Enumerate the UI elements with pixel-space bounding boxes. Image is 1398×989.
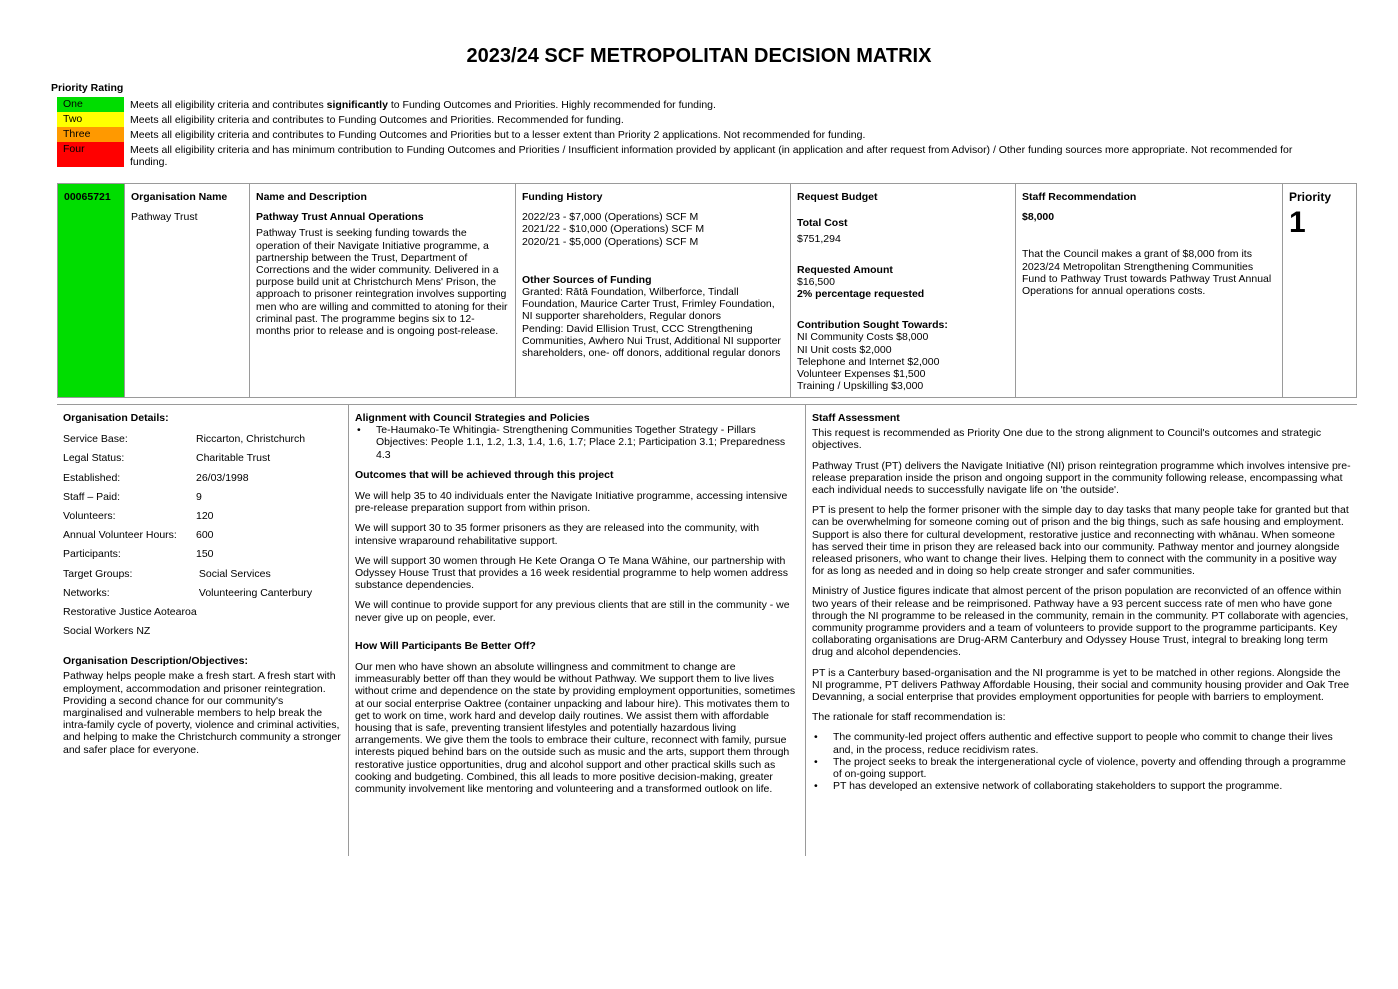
contribution-item: Training / Upskilling $3,000 bbox=[797, 380, 924, 393]
assessment-paragraph: PT is present to help the former prisoner with the simple day to day tasks that many people take for granted but that can be overwhelming for someone coming out of prison and the big things, such as safe housing and employment. Support is also there for cultural development, restorative justice and reconnecting with whānau. When someone has served their time in prison they are released back into our community. Pathway mentor and journey alongside released prisoners, who want to change their lives. Helping them to connect with the community in a positive way for as long as needed and in doing so help create stronger and safer communities. bbox=[812, 504, 1349, 578]
staff-assessment-column bbox=[806, 405, 1357, 856]
contribution-item: Volunteer Expenses $1,500 bbox=[797, 368, 926, 381]
funding-history-item: 2022/23 - $7,000 (Operations) SCF M bbox=[522, 211, 699, 224]
priority-value: 1 bbox=[1289, 206, 1306, 240]
funding-history-item: 2021/22 - $10,000 (Operations) SCF M bbox=[522, 223, 705, 236]
network-item: Restorative Justice Aotearoa bbox=[63, 605, 197, 618]
assessment-paragraph: The rationale for staff recommendation is: bbox=[812, 711, 1006, 724]
request-budget-header: Request Budget bbox=[797, 191, 878, 203]
assessment-paragraph: This request is recommended as Priority One due to the strong alignment to Council's outcomes and strategic objectives. bbox=[812, 427, 1322, 452]
detail-row: Networks: Volunteering Canterbury bbox=[63, 586, 313, 599]
outcome-item: We will help 35 to 40 individuals enter the Navigate Initiative programme, accessing intensive pre-release preparation support from within prison. bbox=[355, 490, 788, 515]
total-cost-label: Total Cost bbox=[797, 217, 848, 230]
detail-row: Legal Status: Charitable Trust bbox=[63, 452, 271, 465]
alignment-bullet: • Te-Haumako-Te Whitingia- Strengthening Communities Together Strategy - Pillars Objectives: People 1.1, 1.2, 1.3, 1.4, 1.6, 1.7; Place 2.1; Participation 3.1; Preparedness 4.3 bbox=[357, 424, 786, 461]
outcome-item: We will continue to provide support for any previous clients that are still in the community - we never give up on people, ever. bbox=[355, 599, 790, 624]
detail-row: Volunteers: 120 bbox=[63, 509, 214, 522]
priority-desc-one: Meets all eligibility criteria and contributes significantly to Funding Outcomes and Priorities. Highly recommended for funding. bbox=[130, 99, 716, 111]
application-id: 00065721 bbox=[58, 184, 125, 397]
organisation-name: Pathway Trust bbox=[131, 211, 198, 224]
alignment-header: Alignment with Council Strategies and Policies bbox=[355, 412, 590, 424]
project-description: Pathway Trust is seeking funding towards the operation of their Navigate Initiative programme, a partnership between the Trust, Department of Corrections and the wider community. Delivered in a purpose build unit at Christchurch Mens' Prison, the approach to prisoner reintegration involves supporting men who are willing and committed to atoning for their criminal past. The programme begins six to 12-months prior to release and is ongoing post-release. bbox=[256, 227, 508, 338]
application-summary-table bbox=[57, 183, 1357, 398]
name-description-header: Name and Description bbox=[256, 191, 367, 203]
better-off-header: How Will Participants Be Better Off? bbox=[355, 639, 536, 652]
other-sources-pending: Pending: David Ellision Trust, CCC Strengthening Communities, Awhero Nui Trust, Additional NI supporter shareholders, one- off donors, additional regular donors bbox=[522, 322, 781, 360]
better-off-text: Our men who have shown an absolute willingness and commitment to change are immeasurably better off than they would be without Pathway. We support them to live lives without crime and dependence on the state by providing employment opportunities, sometimes at our social enterprise Oaktree (container unpacking and labour hire). This motivates them to get to work on time, work hard and develop daily routines. We assist them with affordable housing that is safe, preventing transient lifestyles and potentially hazardous living arrangements. We give them the tools to embrace their culture, reconnect with family, pursue interests piqued behind bars on the outside such as music and the arts, support them through restorative justice opportunities, drug and alcohol support and other practical skills such as cooking and budgeting. Combined, this all leads to more positive decision-making, greater community involvement like mentoring and volunteering and a transformed outlook on life. bbox=[355, 661, 796, 796]
detail-row: Target Groups: Social Services bbox=[63, 567, 271, 580]
requested-amount-label: Requested Amount bbox=[797, 263, 893, 276]
detail-row: Staff – Paid: 9 bbox=[63, 490, 202, 503]
page-title: 2023/24 SCF METROPOLITAN DECISION MATRIX bbox=[466, 45, 932, 67]
other-sources-granted: Granted: Rātā Foundation, Wilberforce, Tindall Foundation, Maurice Carter Trust, Frimley Foundation, NI supporter shareholders, Regular donors bbox=[522, 286, 775, 323]
contribution-item: NI Unit costs $2,000 bbox=[797, 343, 892, 356]
staff-recommendation-header: Staff Recommendation bbox=[1022, 191, 1137, 203]
organisation-name-cell bbox=[125, 184, 250, 397]
priority-rating-label: Priority Rating bbox=[51, 82, 124, 94]
assessment-paragraph: PT is a Canterbury based-organisation and the NI programme is yet to be matched in other regions. Alongside the NI programme, PT delivers Pathway Affordable Housing, their social and community housing provider and Oak Tree Devanning, a social enterprise that provides employment opportunities for people with barriers to employment. bbox=[812, 666, 1350, 704]
funding-history-item: 2020/21 - $5,000 (Operations) SCF M bbox=[522, 235, 699, 248]
priority-swatch-three: Three bbox=[57, 127, 124, 142]
priority-cell bbox=[1283, 184, 1356, 397]
priority-desc-two: Meets all eligibility criteria and contributes to Funding Outcomes and Priorities. Recommended for funding. bbox=[130, 114, 624, 126]
contribution-item: Telephone and Internet $2,000 bbox=[797, 355, 940, 368]
details-section bbox=[57, 404, 1357, 856]
staff-recommendation-amount: $8,000 bbox=[1022, 211, 1055, 224]
funding-history-cell bbox=[516, 184, 791, 397]
priority-row-three bbox=[57, 127, 1317, 142]
request-budget-cell bbox=[791, 184, 1016, 397]
organisation-name-header: Organisation Name bbox=[131, 191, 228, 203]
priority-row-two bbox=[57, 112, 1317, 127]
network-item: Social Workers NZ bbox=[63, 625, 151, 638]
staff-assessment-header: Staff Assessment bbox=[812, 412, 900, 424]
detail-row: Annual Volunteer Hours: 600 bbox=[63, 529, 214, 542]
organisation-description-header: Organisation Description/Objectives: bbox=[63, 655, 248, 668]
outcomes-header: Outcomes that will be achieved through this project bbox=[355, 468, 614, 481]
priority-desc-three: Meets all eligibility criteria and contributes to Funding Outcomes and Priorities but to a lesser extent than Priority 2 applications. Not recommended for funding. bbox=[130, 129, 866, 141]
outcome-item: We will support 30 to 35 former prisoners as they are released into the community, with intensive wraparound rehabilitative support. bbox=[355, 522, 760, 547]
priority-row-four bbox=[57, 142, 1317, 168]
detail-row: Participants: 150 bbox=[63, 548, 214, 561]
organisation-details-header: Organisation Details: bbox=[63, 412, 169, 424]
alignment-column bbox=[349, 405, 806, 856]
assessment-paragraph: Ministry of Justice figures indicate that almost percent of the prison population are reconvicted of an offence within two years of their release and be reimprisoned. Pathway have a 93 percent success rate of men who have gone through the NI programme to be released in the community, remain in the community. PT collaborate with agencies, community programme providers and a team of volunteers to provide support to the programme participants. Key collaborating organisations are Drug-ARM Canterbury and Odyssey House Trust, integral to breaking long term drug and alcohol dependencies. bbox=[812, 585, 1349, 659]
funding-history-header: Funding History bbox=[522, 191, 603, 203]
project-name: Pathway Trust Annual Operations bbox=[256, 211, 424, 224]
priority-swatch-one: One bbox=[57, 97, 124, 112]
outcome-item: We will support 30 women through He Kete Oranga O Te Mana Wāhine, our partnership with Odyssey House Trust that provides a 16 week residential programme to help women address substance dependencies. bbox=[355, 554, 789, 592]
percentage-requested: 2% percentage requested bbox=[797, 288, 925, 301]
priority-row-one bbox=[57, 97, 1317, 112]
organisation-details-column bbox=[57, 405, 349, 856]
rationale-bullet: • The project seeks to break the intergenerational cycle of violence, poverty and offending through a programme of on-going support. bbox=[814, 755, 1346, 781]
priority-swatch-two: Two bbox=[57, 112, 124, 127]
detail-row: Established: 26/03/1998 bbox=[63, 471, 249, 484]
staff-recommendation-text: That the Council makes a grant of $8,000 from its 2023/24 Metropolitan Strengthening Communities Fund to Pathway Trust towards Pathway Trust Annual Operations for annual operations costs. bbox=[1022, 248, 1272, 298]
priority-header: Priority bbox=[1289, 190, 1332, 204]
rationale-bullet: • The community-led project offers authentic and effective support to people who commit to change their lives and, in the process, reduce recidivism rates. bbox=[814, 731, 1333, 756]
name-description-cell bbox=[250, 184, 516, 397]
priority-desc-four: Meets all eligibility criteria and has minimum contribution to Funding Outcomes and Priorities / Insufficient information provided by applicant (in application and after request from Advisor) / Other funding sources more appropriate. Not recommended for funding. bbox=[130, 144, 1293, 169]
contribution-item: NI Community Costs $8,000 bbox=[797, 331, 929, 344]
organisation-description: Pathway helps people make a fresh start. A fresh start with employment, accommodation and prisoner reintegration. Providing a second chance for our community's marginalised and vulnerable members to help break the intra-family cycle of poverty, violence and criminal activities, and helping to make the Christchurch community a stronger and safer place for everyone. bbox=[63, 670, 341, 756]
requested-amount-value: $16,500 bbox=[797, 275, 835, 288]
contribution-label: Contribution Sought Towards: bbox=[797, 319, 948, 332]
priority-rating-legend bbox=[57, 97, 1317, 168]
detail-row: Service Base: Riccarton, Christchurch bbox=[63, 433, 306, 446]
other-sources-header: Other Sources of Funding bbox=[522, 273, 652, 286]
priority-swatch-four: Four bbox=[57, 142, 124, 167]
total-cost-value: $751,294 bbox=[797, 233, 841, 246]
assessment-paragraph: Pathway Trust (PT) delivers the Navigate Initiative (NI) prison reintegration programme which involves intensive pre-release preparation inside the prison and ongoing support in the community following release, encompassing what each individual needs to successfully navigate life on 'the outside'. bbox=[812, 459, 1351, 497]
rationale-bullet: • PT has developed an extensive network of collaborating stakeholders to support the programme. bbox=[814, 780, 1283, 793]
staff-recommendation-cell bbox=[1016, 184, 1283, 397]
